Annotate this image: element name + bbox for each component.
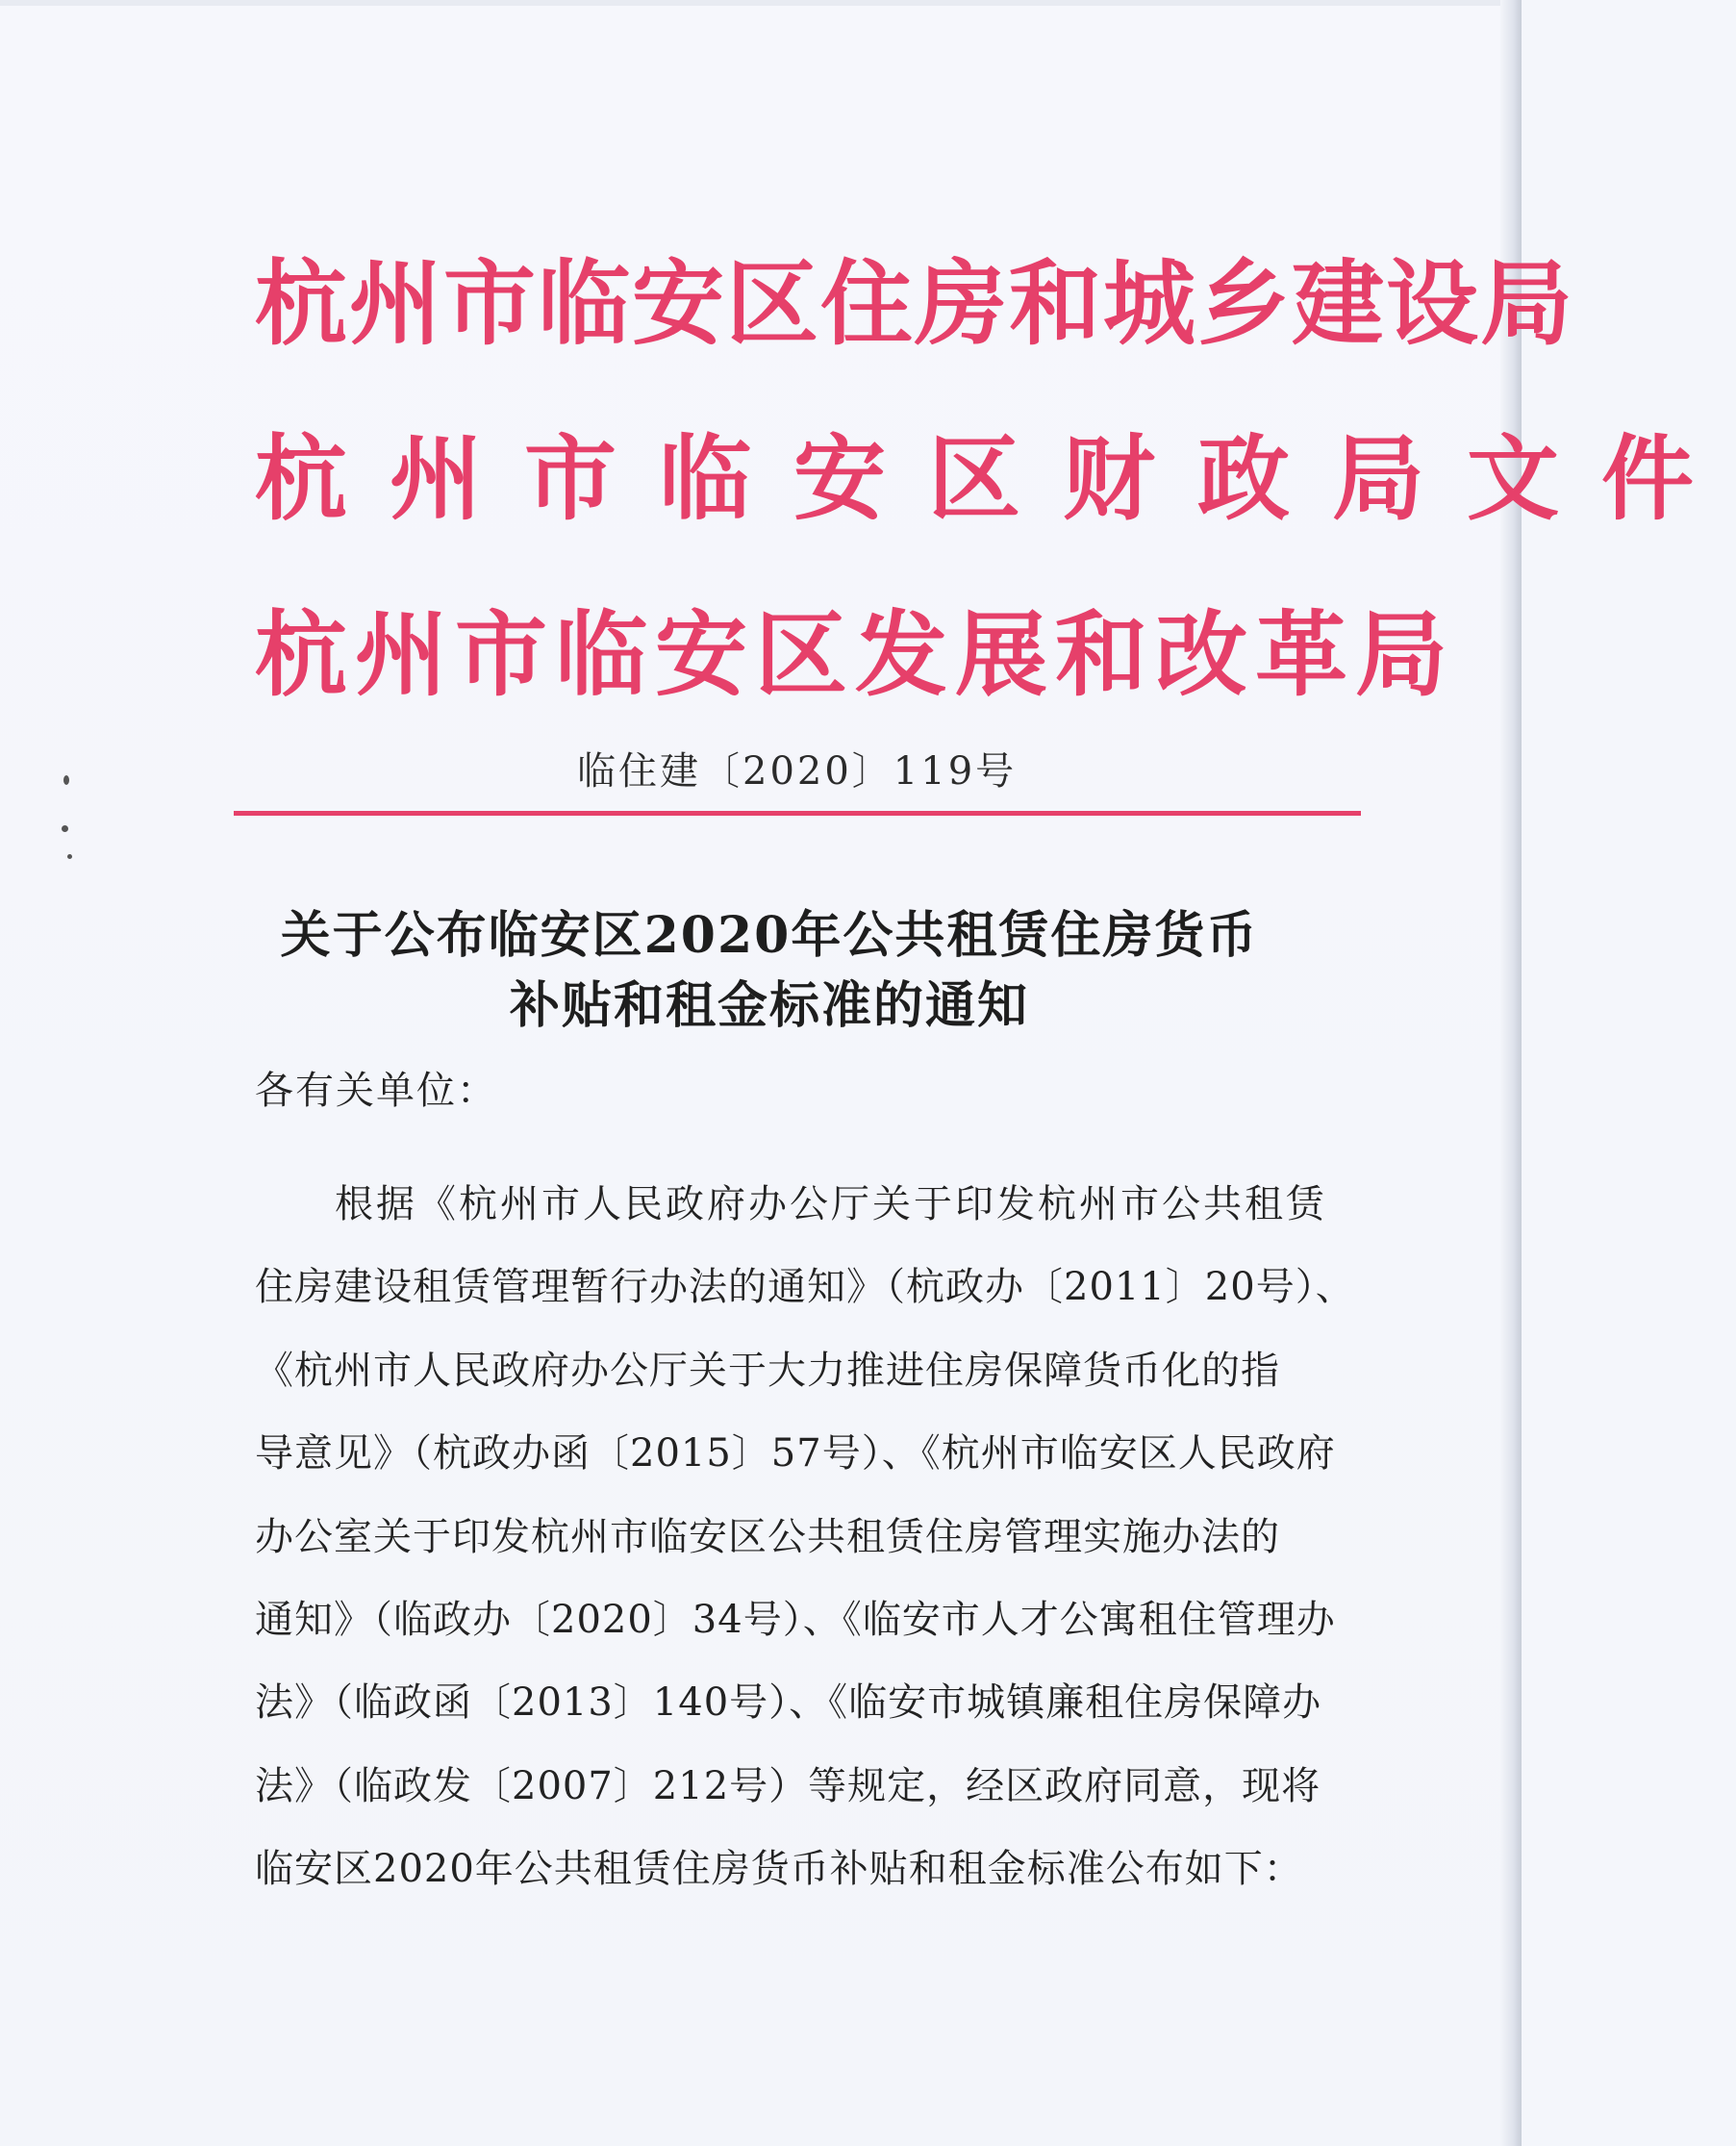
body-text-line: 临安区2020年公共租赁住房货币补贴和租金标准公布如下： <box>255 1847 1303 1891</box>
body-text-line: 法》（临政函〔2013〕140号）、《临安市城镇廉租住房保障办 <box>255 1680 1322 1725</box>
notice-title-line-1: 关于公布临安区2020年公共租赁住房货币 <box>280 906 1259 965</box>
body-text-line: 导意见》（杭政办函〔2015〕57号）、《杭州市临安区人民政府 <box>255 1431 1336 1476</box>
scan-speck <box>63 775 69 785</box>
issuing-agency-development: 杭州市临安区发展和改革局 <box>255 601 1455 709</box>
salutation: 各有关单位： <box>255 1069 497 1113</box>
issuing-agency-finance: 杭州市临安区财政局文件 <box>255 425 1736 533</box>
scan-speck <box>67 854 72 859</box>
body-text-line: 法》（临政发〔2007〕212号）等规定，经区政府同意，现将 <box>255 1764 1321 1808</box>
body-text-line: 通知》（临政办〔2020〕34号）、《临安市人才公寓租住管理办 <box>255 1598 1336 1642</box>
issuing-agency-housing: 杭州市临安区住房和城乡建设局 <box>255 250 1574 358</box>
body-text-line: 住房建设租赁管理暂行办法的通知》（杭政办〔2011〕20号）、 <box>255 1265 1355 1309</box>
scan-speck <box>62 825 68 832</box>
scan-edge-top <box>0 0 1522 6</box>
body-text-line: 办公室关于印发杭州市临安区公共租赁住房管理实施办法的 <box>255 1515 1280 1559</box>
body-text-line: 《杭州市人民政府办公厅关于大力推进住房保障货币化的指 <box>255 1349 1280 1393</box>
document-number: 临住建〔2020〕119号 <box>577 749 1018 794</box>
red-divider-rule <box>234 811 1361 816</box>
body-text-line: 根据《杭州市人民政府办公厅关于印发杭州市公共租赁 <box>335 1182 1327 1226</box>
notice-title-line-2: 补贴和租金标准的通知 <box>509 976 1029 1035</box>
